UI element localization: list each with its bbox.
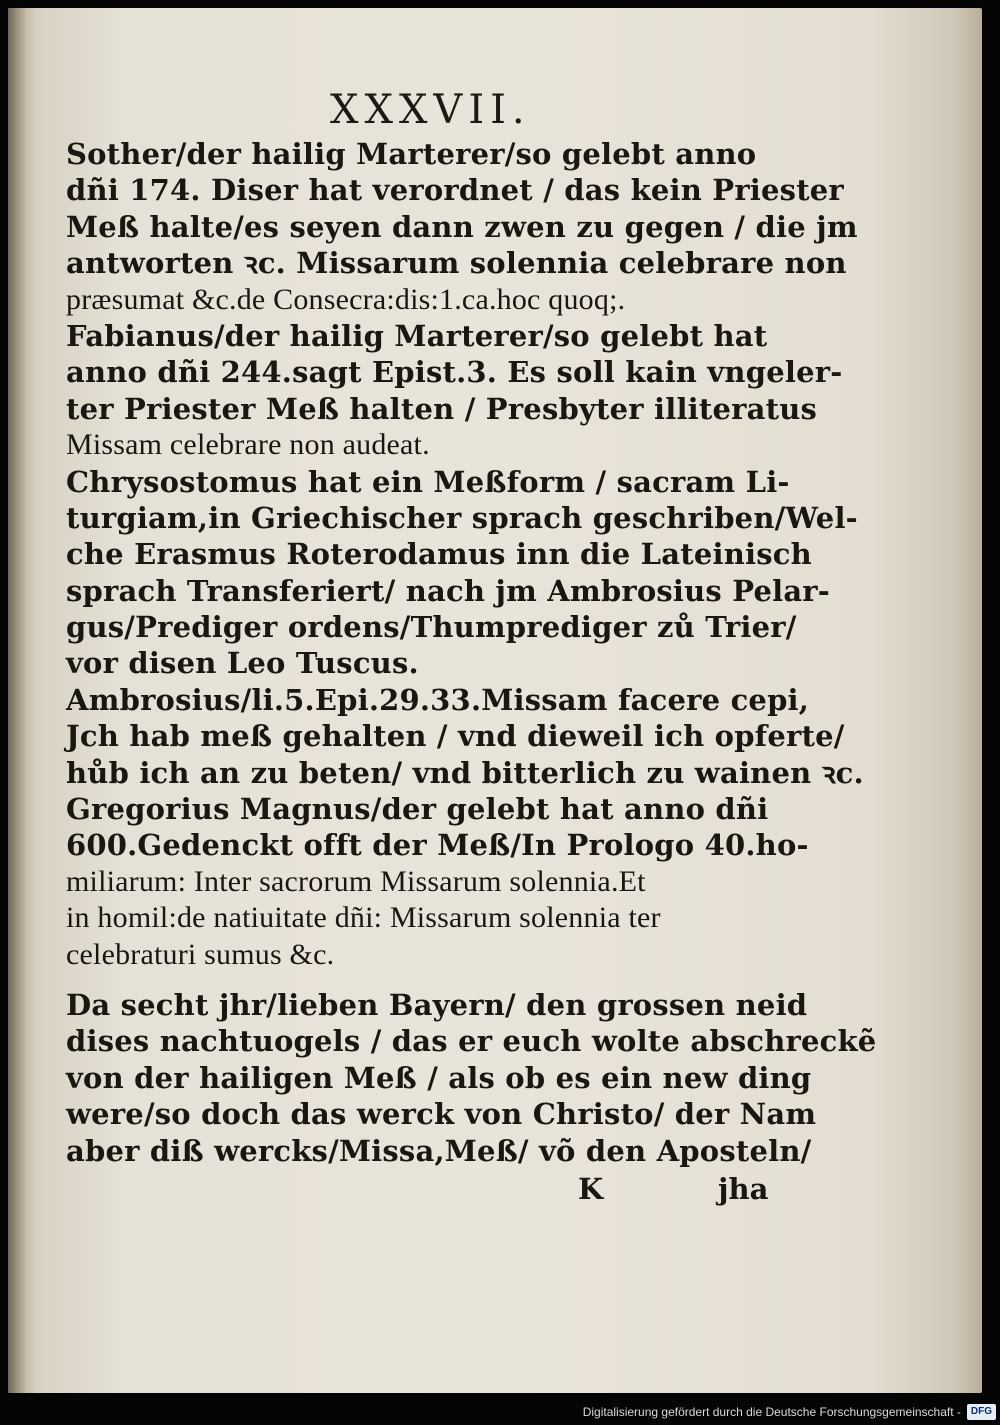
signature-mark: K: [578, 1171, 604, 1206]
text-line: vor disen Leo Tuscus.: [66, 646, 419, 681]
text-line: ter Priester Meß halten / Presbyter illiteratus: [66, 391, 818, 426]
folio-number: XXXVII.: [330, 87, 531, 133]
text-line: Meß halte/es seyen dann zwen zu gegen / die jm: [66, 209, 858, 244]
text-line: Fabianus/der hailig Marterer/so gelebt hat: [66, 318, 768, 353]
catchword-line: [66, 1169, 782, 1209]
page-gutter-shadow: [8, 8, 26, 1393]
text-line: Da secht jhr/lieben Bayern/ den grossen neid: [66, 987, 808, 1022]
catchword: jha: [718, 1171, 769, 1206]
text-line: sprach Transferiert/ nach jm Ambrosius Pelar-: [66, 573, 831, 608]
text-line: 600.Gedenckt offt der Meß/In Prologo 40.ho-: [66, 828, 809, 863]
text-line: præsumat &c.de Consecra:dis:1.ca.hoc quoq;.: [66, 282, 626, 316]
text-line: Missam celebrare non audeat.: [66, 428, 430, 462]
text-line: gus/Prediger ordens/Thumprediger zů Trier/: [66, 610, 797, 645]
paragraph-chrysostomus: [66, 464, 858, 682]
text-line: Chrysostomus hat ein Meßform / sacram Li-: [66, 464, 790, 499]
text-line: miliarum: Inter sacrorum Missarum solennia.Et: [66, 864, 646, 898]
text-line: aber diß wercks/Missa,Meß/ võ den Aposteln/: [66, 1133, 812, 1168]
text-line: Sother/der hailig Marterer/so gelebt anno: [66, 137, 757, 171]
paragraph-fabianus: [66, 318, 843, 464]
text-line: antworten ꝛc. Missarum solennia celebrare non: [66, 246, 847, 281]
paragraph-gregorius: [66, 791, 809, 973]
text-line: anno dñi 244.sagt Epist.3. Es soll kain vngeler-: [66, 355, 843, 390]
text-line: Jch hab meß gehalten / vnd dieweil ich opferte/: [66, 719, 845, 754]
text-line: Gregorius Magnus/der gelebt hat anno dñi: [66, 792, 769, 827]
digitization-credit: [583, 1402, 996, 1422]
text-line: von der hailigen Meß / als ob es ein new ding: [66, 1060, 812, 1095]
text-line: turgiam,in Griechischer sprach geschriben/Wel-: [66, 500, 858, 535]
paragraph-bayern: [66, 987, 877, 1169]
dfg-logo: DFG: [967, 1404, 996, 1420]
text-block: [66, 86, 877, 1209]
text-line: dñi 174. Diser hat verordnet / das kein Priester: [66, 173, 844, 208]
text-line: were/so doch das werck von Christo/ der Nam: [66, 1097, 817, 1132]
text-line: dises nachtuogels / das er euch wolte abschreckẽ: [66, 1024, 877, 1059]
credit-text: Digitalisierung gefördert durch die Deutsche Forschungsgemeinschaft -: [582, 1405, 961, 1419]
text-line: hůb ich an zu beten/ vnd bitterlich zu wainen ꝛc.: [66, 755, 864, 790]
text-line: Ambrosius/li.5.Epi.29.33.Missam facere cepi,: [66, 682, 810, 717]
paragraph-ambrosius: [66, 682, 864, 791]
paragraph-gap: [66, 973, 782, 987]
text-line: in homil:de natiuitate dñi: Missarum solennia ter: [66, 901, 661, 935]
paragraph-sother: [66, 136, 858, 318]
text-line: che Erasmus Roterodamus inn die Lateinisch: [66, 537, 812, 572]
text-line: celebraturi sumus &c.: [66, 937, 335, 971]
book-page: [8, 8, 982, 1393]
